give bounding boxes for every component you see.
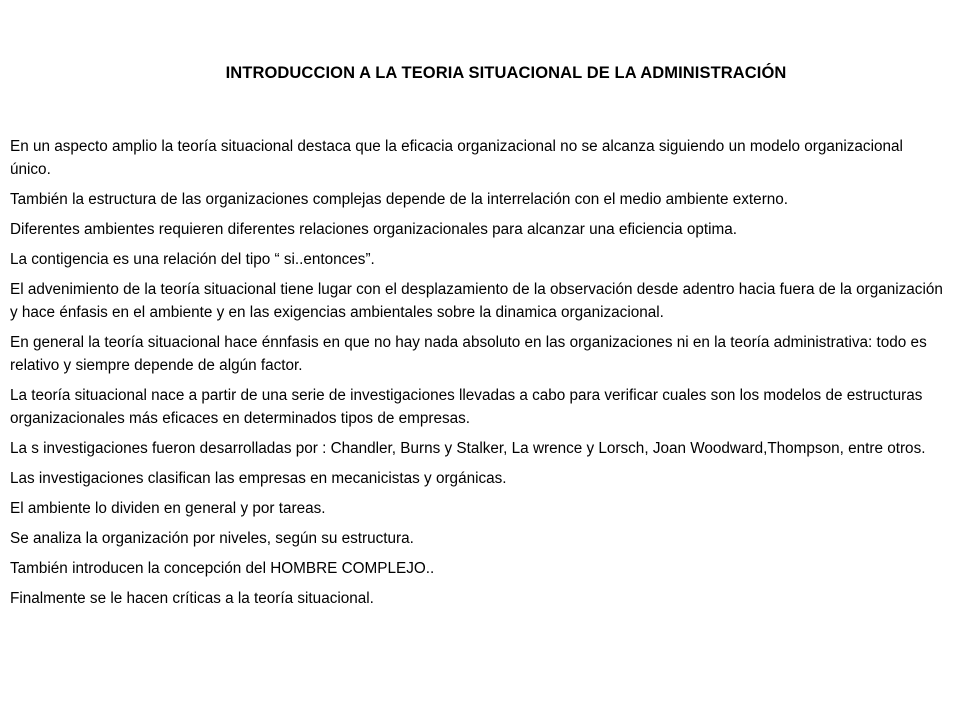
paragraph-1: En un aspecto amplio la teoría situacional destaca que la eficacia organizacional no se alcanza siguiendo un modelo organizacional único. xyxy=(10,138,903,178)
paragraph-10: El ambiente lo dividen en general y por tareas. xyxy=(10,500,326,517)
paragraph-5: El advenimiento de la teoría situacional tiene lugar con el desplazamiento de la observación desde adentro hacia fuera de la organización y hace énfasis en el ambiente y en las exigencias ambientales sobre la dinamica organizacional. xyxy=(10,281,943,321)
paragraph-8: La s investigaciones fueron desarrolladas por : Chandler, Burns y Stalker, La wrence y Lorsch, Joan Woodward,Thompson, entre otros. xyxy=(10,440,926,457)
paragraph-12: También introducen la concepción del HOMBRE COMPLEJO.. xyxy=(10,560,435,577)
paragraph-4: La contigencia es una relación del tipo “ si..entonces”. xyxy=(10,251,375,268)
paragraph-2: También la estructura de las organizaciones complejas depende de la interrelación con el medio ambiente externo. xyxy=(10,191,789,208)
paragraph-3: Diferentes ambientes requieren diferentes relaciones organizacionales para alcanzar una eficiencia optima. xyxy=(10,221,738,238)
slide-body xyxy=(10,135,945,617)
paragraph-9: Las investigaciones clasifican las empresas en mecanicistas y orgánicas. xyxy=(10,470,507,487)
paragraph-11: Se analiza la organización por niveles, según su estructura. xyxy=(10,530,414,547)
paragraph-7: La teoría situacional nace a partir de una serie de investigaciones llevadas a cabo para verificar cuales son los modelos de estructuras organizacionales más eficaces en determinados tipos de empresas. xyxy=(10,387,923,427)
paragraph-6: En general la teoría situacional hace énnfasis en que no hay nada absoluto en las organizaciones ni en la teoría administrativa: todo es relativo y siempre depende de algún factor. xyxy=(10,334,927,374)
paragraph-13: Finalmente se le hacen críticas a la teoría situacional. xyxy=(10,590,374,607)
slide-title: INTRODUCCION A LA TEORIA SITUACIONAL DE LA ADMINISTRACIÓN xyxy=(225,64,787,82)
